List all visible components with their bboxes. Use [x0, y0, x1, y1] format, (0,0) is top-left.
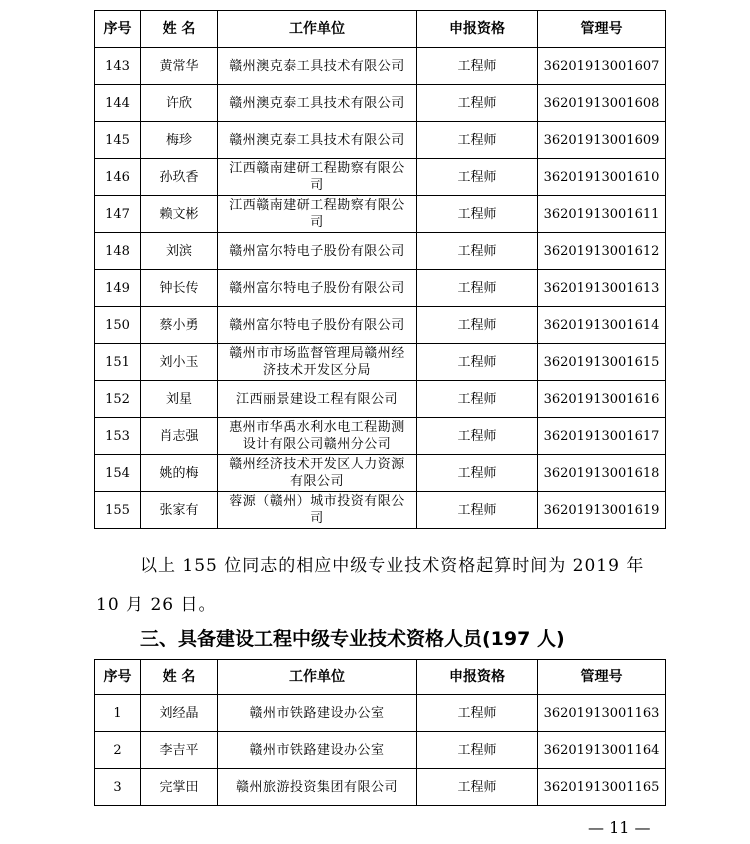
- personnel-table-1: [94, 10, 666, 529]
- cell-index: 1: [95, 695, 141, 732]
- table-row: [95, 233, 666, 270]
- cell-name: 张家有: [141, 492, 218, 529]
- cell-name: 黄常华: [141, 48, 218, 85]
- header-index: 序号: [95, 660, 141, 695]
- cell-qualification: 工程师: [417, 233, 538, 270]
- cell-name: 刘星: [141, 381, 218, 418]
- cell-index: 146: [95, 159, 141, 196]
- cell-unit: 赣州澳克泰工具技术有限公司: [218, 48, 417, 85]
- cell-name: 肖志强: [141, 418, 218, 455]
- cell-unit: 江西赣南建研工程勘察有限公司: [218, 159, 417, 196]
- cell-index: 150: [95, 307, 141, 344]
- cell-qualification: 工程师: [417, 381, 538, 418]
- cell-unit: 惠州市华禹水利水电工程勘测设计有限公司赣州分公司: [218, 418, 417, 455]
- personnel-table-2: [94, 659, 666, 806]
- table-row: [95, 196, 666, 233]
- header-index: 序号: [95, 11, 141, 48]
- cell-index: 144: [95, 85, 141, 122]
- cell-index: 147: [95, 196, 141, 233]
- cell-unit: 江西丽景建设工程有限公司: [218, 381, 417, 418]
- cell-code: 36201913001164: [538, 732, 666, 769]
- cell-name: 完掌田: [141, 769, 218, 806]
- cell-code: 36201913001609: [538, 122, 666, 159]
- cell-qualification: 工程师: [417, 418, 538, 455]
- cell-name: 刘小玉: [141, 344, 218, 381]
- cell-code: 36201913001611: [538, 196, 666, 233]
- cell-unit: 赣州富尔特电子股份有限公司: [218, 307, 417, 344]
- cell-index: 154: [95, 455, 141, 492]
- cell-index: 3: [95, 769, 141, 806]
- cell-code: 36201913001615: [538, 344, 666, 381]
- cell-index: 151: [95, 344, 141, 381]
- cell-name: 赖文彬: [141, 196, 218, 233]
- cell-name: 刘滨: [141, 233, 218, 270]
- cell-qualification: 工程师: [417, 48, 538, 85]
- header-name: 姓 名: [141, 11, 218, 48]
- note-line-2: 10 月 26 日。: [96, 595, 217, 615]
- table-header-row: [95, 11, 666, 48]
- cell-code: 36201913001613: [538, 270, 666, 307]
- cell-unit: 蓉源（赣州）城市投资有限公司: [218, 492, 417, 529]
- cell-qualification: 工程师: [417, 732, 538, 769]
- cell-qualification: 工程师: [417, 455, 538, 492]
- cell-index: 145: [95, 122, 141, 159]
- cell-unit: 赣州富尔特电子股份有限公司: [218, 270, 417, 307]
- cell-code: 36201913001616: [538, 381, 666, 418]
- cell-name: 梅珍: [141, 122, 218, 159]
- table-row: [95, 455, 666, 492]
- table-row: [95, 381, 666, 418]
- cell-unit: 赣州富尔特电子股份有限公司: [218, 233, 417, 270]
- table-row: [95, 48, 666, 85]
- table-row: [95, 307, 666, 344]
- cell-qualification: 工程师: [417, 270, 538, 307]
- header-code: 管理号: [538, 660, 666, 695]
- cell-qualification: 工程师: [417, 492, 538, 529]
- cell-index: 2: [95, 732, 141, 769]
- table-row: [95, 492, 666, 529]
- header-qualification: 申报资格: [417, 660, 538, 695]
- cell-name: 李吉平: [141, 732, 218, 769]
- page-number: — 11 —: [588, 818, 651, 837]
- cell-unit: 赣州市铁路建设办公室: [218, 732, 417, 769]
- cell-qualification: 工程师: [417, 196, 538, 233]
- table-row: [95, 418, 666, 455]
- table-row: [95, 122, 666, 159]
- cell-code: 36201913001608: [538, 85, 666, 122]
- cell-name: 姚的梅: [141, 455, 218, 492]
- cell-index: 143: [95, 48, 141, 85]
- cell-index: 152: [95, 381, 141, 418]
- cell-unit: 赣州澳克泰工具技术有限公司: [218, 122, 417, 159]
- header-code: 管理号: [538, 11, 666, 48]
- cell-unit: 赣州经济技术开发区人力资源有限公司: [218, 455, 417, 492]
- header-name: 姓 名: [141, 660, 218, 695]
- cell-unit: 江西赣南建研工程勘察有限公司: [218, 196, 417, 233]
- cell-index: 148: [95, 233, 141, 270]
- cell-index: 153: [95, 418, 141, 455]
- cell-code: 36201913001165: [538, 769, 666, 806]
- cell-code: 36201913001607: [538, 48, 666, 85]
- header-qualification: 申报资格: [417, 11, 538, 48]
- cell-unit: 赣州市铁路建设办公室: [218, 695, 417, 732]
- section-title: 三、具备建设工程中级专业技术资格人员(197 人): [140, 628, 565, 650]
- table-row: [95, 85, 666, 122]
- cell-name: 蔡小勇: [141, 307, 218, 344]
- cell-index: 155: [95, 492, 141, 529]
- cell-code: 36201913001614: [538, 307, 666, 344]
- header-unit: 工作单位: [218, 11, 417, 48]
- note-line-1: 以上 155 位同志的相应中级专业技术资格起算时间为 2019 年: [140, 556, 645, 576]
- cell-code: 36201913001610: [538, 159, 666, 196]
- cell-qualification: 工程师: [417, 769, 538, 806]
- cell-name: 刘经晶: [141, 695, 218, 732]
- table-row: [95, 344, 666, 381]
- table-row: [95, 769, 666, 806]
- table-row: [95, 270, 666, 307]
- table-row: [95, 695, 666, 732]
- cell-qualification: 工程师: [417, 344, 538, 381]
- cell-code: 36201913001619: [538, 492, 666, 529]
- cell-qualification: 工程师: [417, 159, 538, 196]
- cell-qualification: 工程师: [417, 307, 538, 344]
- table-row: [95, 732, 666, 769]
- cell-code: 36201913001617: [538, 418, 666, 455]
- cell-code: 36201913001163: [538, 695, 666, 732]
- cell-unit: 赣州旅游投资集团有限公司: [218, 769, 417, 806]
- cell-unit: 赣州市市场监督管理局赣州经济技术开发区分局: [218, 344, 417, 381]
- cell-qualification: 工程师: [417, 122, 538, 159]
- cell-qualification: 工程师: [417, 695, 538, 732]
- cell-unit: 赣州澳克泰工具技术有限公司: [218, 85, 417, 122]
- table-header-row: [95, 660, 666, 695]
- table-row: [95, 159, 666, 196]
- cell-name: 许欣: [141, 85, 218, 122]
- cell-name: 钟长传: [141, 270, 218, 307]
- header-unit: 工作单位: [218, 660, 417, 695]
- cell-name: 孙玖香: [141, 159, 218, 196]
- cell-qualification: 工程师: [417, 85, 538, 122]
- cell-code: 36201913001618: [538, 455, 666, 492]
- cell-code: 36201913001612: [538, 233, 666, 270]
- cell-index: 149: [95, 270, 141, 307]
